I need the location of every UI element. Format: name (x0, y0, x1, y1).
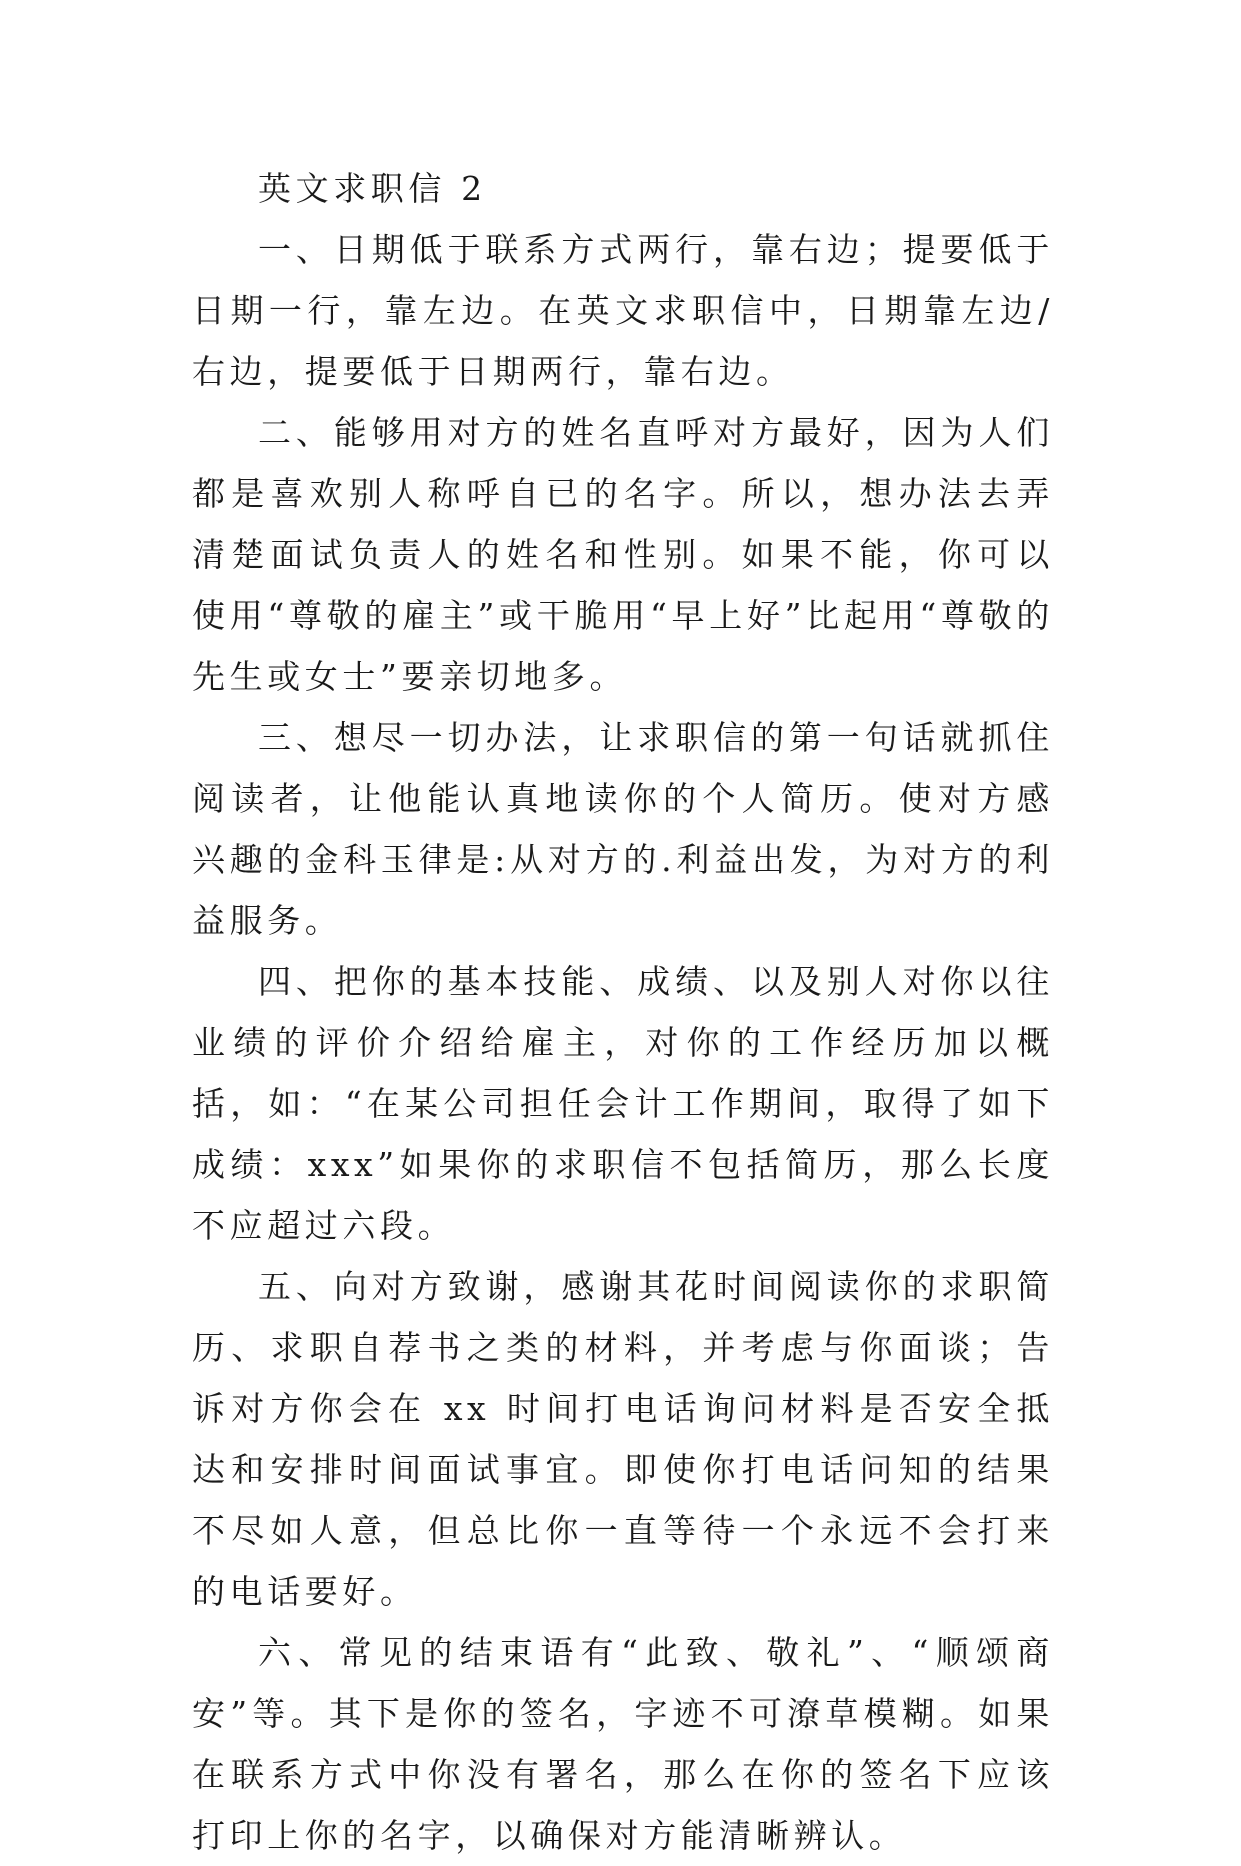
paragraph-date-placement: 一、日期低于联系方式两行，靠右边；提要低于日期一行，靠左边。在英文求职信中，日期靠左边/右边，提要低于日期两行，靠右边。 (192, 230, 1054, 391)
paragraph-opening-sentence: 三、想尽一切办法，让求职信的第一句话就抓住阅读者，让他能认真地读你的个人简历。使对方感兴趣的金科玉律是:从对方的.利益出发，为对方的利益服务。 (192, 718, 1054, 940)
paragraph-salutation: 二、能够用对方的姓名直呼对方最好，因为人们都是喜欢别人称呼自已的名字。所以，想办法去弄清楚面试负责人的姓名和性别。如果不能，你可以使用“尊敬的雇主”或干脆用“早上好”比起用“尊敬的先生或女士”要亲切地多。 (192, 413, 1054, 696)
paragraph-skills-summary: 四、把你的基本技能、成绩、以及别人对你以往业绩的评价介绍给雇主，对你的工作经历加以概括，如：“在某公司担任会计工作期间，取得了如下成绩：xxx”如果你的求职信不包括简历，那么长度不应超过六段。 (192, 962, 1054, 1245)
paragraph-closing: 六、常见的结束语有“此致、敬礼”、“顺颂商安”等。其下是你的签名，字迹不可潦草模糊。如果在联系方式中你没有署名，那么在你的签名下应该打印上你的名字，以确保对方能清晰辨认。 (192, 1633, 1054, 1855)
paragraph-thanks: 五、向对方致谢，感谢其花时间阅读你的求职简历、求职自荐书之类的材料，并考虑与你面谈；告诉对方你会在 xx 时间打电话询问材料是否安全抵达和安排时间面试事宜。即使你打电话问知的结果不尽如人意，但总比你一直等待一个永远不会打来的电话要好。 (192, 1267, 1054, 1611)
document-body (192, 158, 1054, 1866)
document-title: 英文求职信 2 (258, 169, 487, 208)
